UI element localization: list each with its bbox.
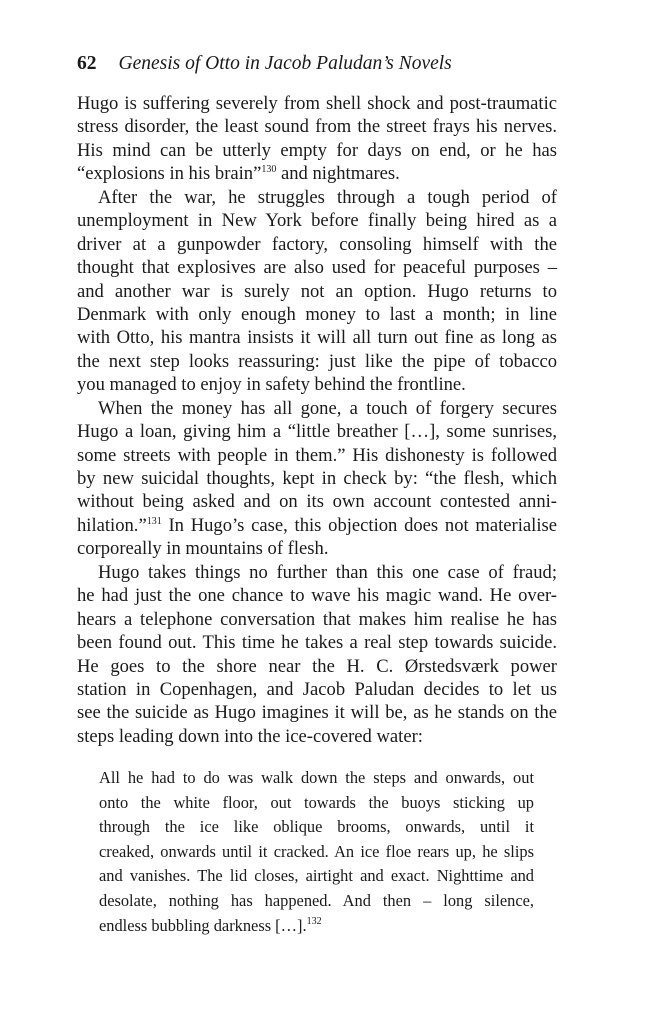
text-line: [77, 514, 557, 537]
text-line: [77, 162, 557, 185]
quote-line: [99, 914, 534, 939]
text-line: some streets with people in them.” His dishonesty is followed: [77, 444, 557, 466]
text-line: driver at a gunpowder factory, consoling himself with the: [77, 233, 557, 255]
text-line: stress disorder, the least sound from the street frays his nerves.: [77, 116, 557, 138]
quote-line: desolate, nothing has happened. And then – long silence,: [99, 890, 534, 910]
footnote-ref: 131: [146, 515, 162, 527]
text-line: Denmark with only enough money to last a month; in line: [77, 303, 557, 325]
text-segment: hilation.”: [77, 514, 147, 536]
footnote-ref: 132: [306, 915, 322, 927]
running-head: [77, 52, 452, 76]
text-line: by new suicidal thoughts, kept in check by: “the flesh, which: [77, 468, 557, 489]
text-segment: “explosions in his brain”: [77, 163, 262, 185]
text-line: been found out. This time he takes a real step towards suicide.: [77, 632, 557, 654]
text-segment: In Hugo’s case, this objection does not materialise: [161, 514, 557, 536]
text-segment: and nightmares.: [276, 163, 400, 185]
text-line: When the money has all gone, a touch of forgery secures: [98, 397, 557, 419]
text-line: Hugo is suffering severely from shell shock and post-traumatic: [77, 93, 557, 114]
text-line: you managed to enjoy in safety behind the frontline.: [77, 374, 466, 396]
text-line: thought that explosives are also used for peaceful purposes –: [77, 257, 557, 279]
block-quote: [99, 766, 534, 938]
text-line: He goes to the shore near the H. C. Ørstedsværk power: [77, 655, 557, 677]
quote-line: onto the white floor, out towards the buoys sticking up: [99, 792, 534, 812]
text-line: he had just the one chance to wave his magic wand. He over-: [77, 585, 557, 607]
quote-line: creaked, onwards until it cracked. An ice floe rears up, he slips: [99, 841, 534, 861]
text-line: and another war is surely not an option. Hugo returns to: [77, 280, 557, 302]
text-line: His mind can be utterly empty for days on end, or he has: [77, 139, 557, 161]
text-line: Hugo a loan, giving him a “little breather […], some sunrises,: [77, 421, 557, 443]
text-line: the next step looks reassuring: just like the pipe of tobacco: [77, 350, 557, 372]
quote-line: through the ice like oblique brooms, onwards, until it: [99, 817, 534, 837]
text-line: Hugo takes things no further than this one case of fraud;: [98, 561, 557, 583]
text-line: with Otto, his mantra insists it will all turn out fine as long as: [77, 327, 557, 349]
text-line: station in Copenhagen, and Jacob Paludan decides to let us: [77, 678, 557, 700]
body-text: [77, 92, 557, 748]
text-line: steps leading down into the ice-covered water:: [77, 725, 423, 747]
text-line: see the suicide as Hugo imagines it will be, as he stands on the: [77, 702, 557, 724]
quote-line: and vanishes. The lid closes, airtight and exact. Nighttime and: [99, 866, 534, 886]
page-number: 62: [77, 53, 97, 74]
quote-line: All he had to do was walk down the steps and onwards, out: [99, 768, 534, 787]
running-title: Genesis of Otto in Jacob Paludan’s Novels: [118, 53, 452, 74]
text-segment: endless bubbling darkness […].: [99, 915, 307, 935]
text-line: hears a telephone conversation that makes him realise he has: [77, 608, 557, 630]
text-line: unemployment in New York before finally being hired as a: [77, 210, 557, 232]
text-line: After the war, he struggles through a tough period of: [98, 186, 557, 208]
footnote-ref: 130: [261, 164, 277, 176]
text-line: corporeally in mountains of flesh.: [77, 538, 329, 560]
text-line: without being asked and on its own account contested anni-: [77, 491, 557, 513]
